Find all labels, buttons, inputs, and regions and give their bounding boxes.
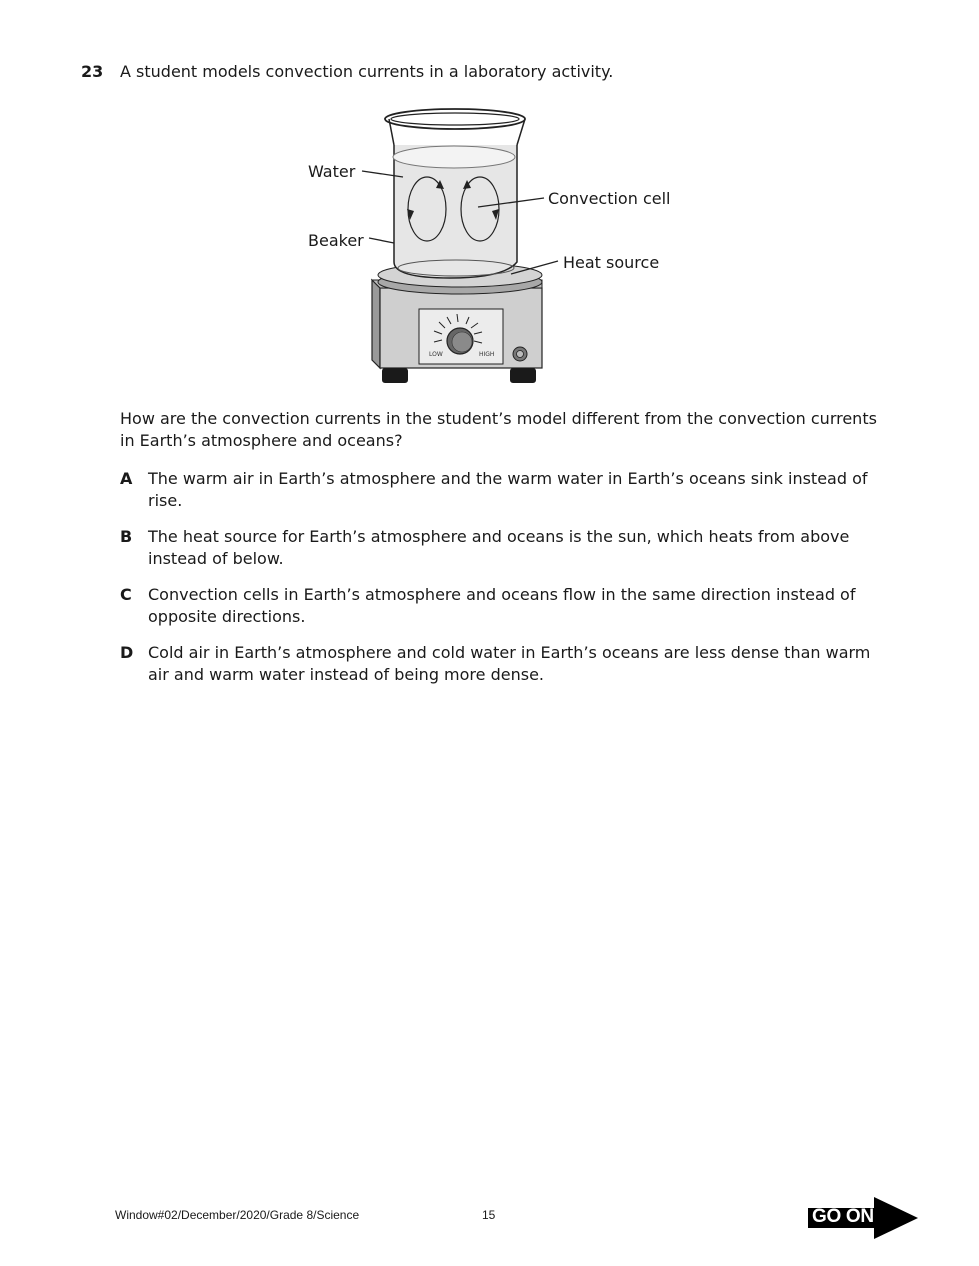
choice-letter: B: [120, 527, 133, 546]
go-on-arrow-icon: [874, 1197, 918, 1239]
answer-choices: [120, 468, 890, 700]
question-stem: How are the convection currents in the student’s model different from the convection currents in Earth’s atmosphere and oceans?: [120, 409, 877, 450]
choice-letter: C: [120, 585, 132, 604]
dial-high-label: HIGH: [479, 351, 495, 358]
convection-model-figure: [300, 102, 680, 392]
go-on-indicator: [808, 1197, 920, 1239]
water-label: Water: [308, 162, 356, 181]
choice-c[interactable]: [120, 584, 890, 628]
question-intro: A student models convection currents in a laboratory activity.: [120, 62, 614, 81]
choice-letter: A: [120, 469, 133, 488]
choice-b[interactable]: [120, 526, 890, 570]
document-id: Window#02/December/2020/Grade 8/Science: [115, 1208, 360, 1222]
choice-text: The warm air in Earth’s atmosphere and the warm water in Earth’s oceans sink instead of rise.: [148, 469, 868, 510]
dial-low-label: LOW: [429, 351, 443, 358]
beaker-label: Beaker: [308, 231, 364, 250]
choice-text: The heat source for Earth’s atmosphere and oceans is the sun, which heats from above instead of below.: [148, 527, 850, 568]
question-number: 23: [81, 62, 104, 81]
choice-letter: D: [120, 643, 134, 662]
choice-d[interactable]: [120, 642, 890, 686]
choice-a[interactable]: [120, 468, 890, 512]
beaker: [385, 109, 525, 278]
choice-text: Cold air in Earth’s atmosphere and cold water in Earth’s oceans are less dense than warm air and warm water instead of being more dense.: [148, 643, 871, 684]
choice-text: Convection cells in Earth’s atmosphere and oceans flow in the same direction instead of opposite directions.: [148, 585, 856, 626]
page-number: 15: [482, 1208, 496, 1222]
go-on-label: GO ON: [812, 1206, 874, 1227]
convection-cell-label: Convection cell: [548, 189, 671, 208]
heat-source-label: Heat source: [563, 253, 660, 272]
